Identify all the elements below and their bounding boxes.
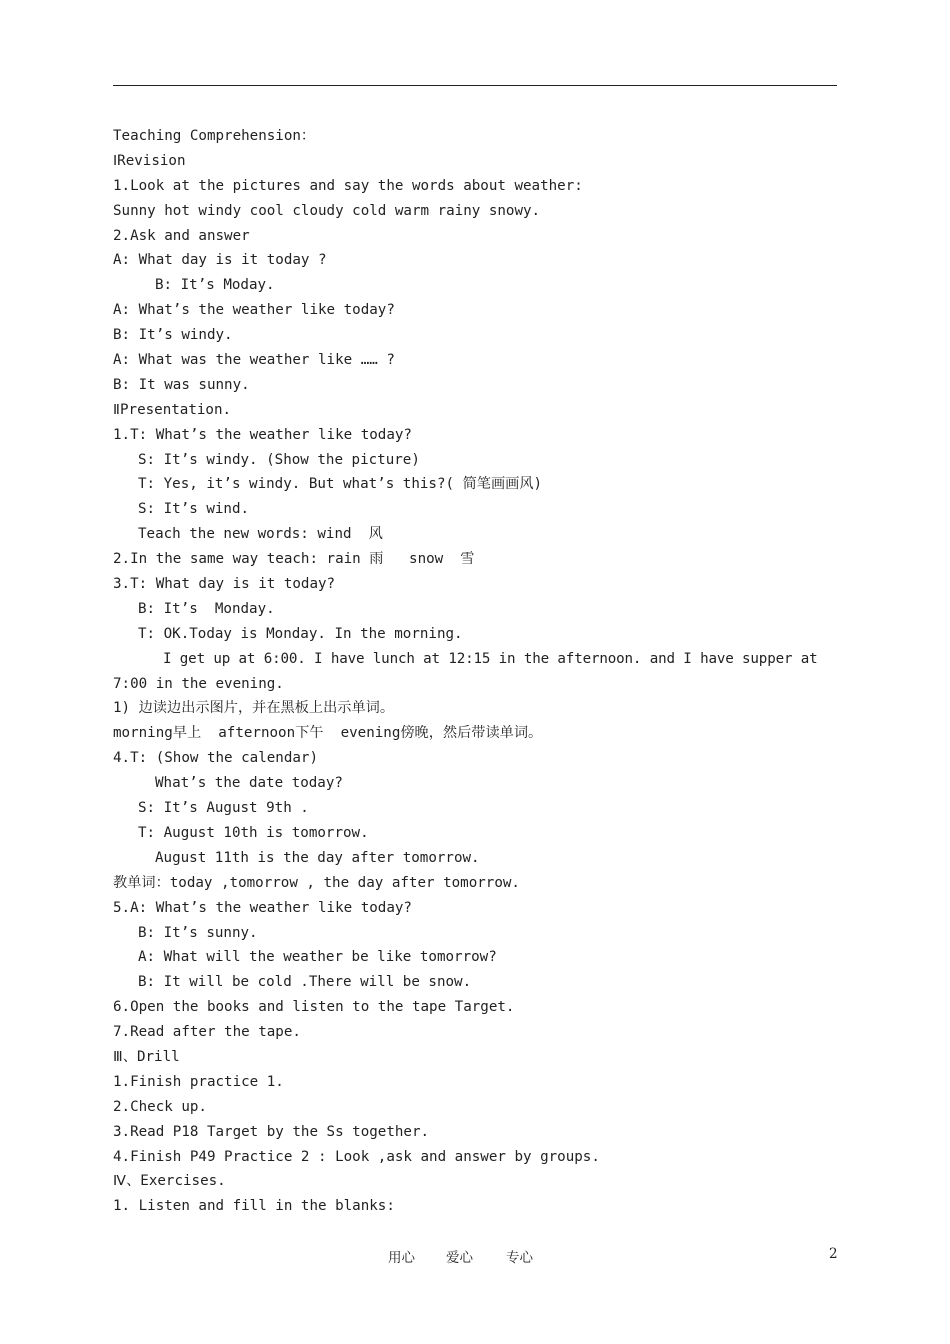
text-line: T: Yes, it’s windy. But what’s this?( 简笔画画风) bbox=[138, 476, 543, 493]
text-line: 7:00 in the evening. bbox=[113, 675, 284, 692]
footer-word: 用心 bbox=[388, 1250, 415, 1266]
text-line: 2.In the same way teach: rain 雨 snow 雪 bbox=[113, 551, 475, 568]
text-line: Ⅲ、Drill bbox=[113, 1048, 180, 1065]
text-line: 1.T: What’s the weather like today? bbox=[113, 426, 412, 443]
text-line: 4.T: (Show the calendar) bbox=[113, 750, 318, 767]
text-line: B: It’s windy. bbox=[113, 327, 233, 344]
text-line: A: What’s the weather like today? bbox=[113, 302, 395, 319]
text-line: What’s the date today? bbox=[155, 775, 343, 792]
text-line: 2.Check up. bbox=[113, 1098, 207, 1115]
text-line: A: What will the weather be like tomorrow? bbox=[138, 949, 497, 966]
text-line: B: It will be cold .There will be snow. bbox=[138, 974, 472, 991]
footer-word: 专心 bbox=[506, 1250, 533, 1266]
text-line: ⅡPresentation. bbox=[113, 401, 232, 418]
text-line: 1. Listen and fill in the blanks: bbox=[113, 1198, 395, 1215]
text-line: 1.Finish practice 1. bbox=[113, 1073, 284, 1090]
text-line: B: It’s Monday. bbox=[138, 600, 275, 617]
text-line: 教单词：today ,tomorrow , the day after tomorrow. bbox=[113, 874, 520, 891]
text-line: A: What day is it today ? bbox=[113, 252, 327, 269]
text-line: 3.T: What day is it today? bbox=[113, 576, 336, 593]
text-line: Teaching Comprehension： bbox=[113, 128, 316, 144]
text-line: T: August 10th is tomorrow. bbox=[138, 824, 369, 841]
text-line: August 11th is the day after tomorrow. bbox=[155, 849, 480, 866]
text-line: 4.Finish P49 Practice 2 : Look ,ask and answer by groups. bbox=[113, 1148, 600, 1165]
text-line: 3.Read P18 Target by the Ss together. bbox=[113, 1123, 430, 1140]
text-line: B: It’s sunny. bbox=[138, 924, 258, 941]
text-line: 2.Ask and answer bbox=[113, 227, 250, 244]
text-line: 5.A: What’s the weather like today? bbox=[113, 899, 412, 916]
text-line: ⅠRevision bbox=[113, 152, 186, 169]
text-line: S: It’s wind. bbox=[138, 501, 250, 518]
text-line: B: It was sunny. bbox=[113, 376, 250, 393]
text-line: T: OK.Today is Monday. In the morning. bbox=[138, 625, 463, 642]
text-line: morning早上 afternoon下午 evening傍晚，然后带读单词。 bbox=[113, 725, 543, 742]
text-line: 7.Read after the tape. bbox=[113, 1024, 301, 1041]
text-line: S: It’s windy. (Show the picture) bbox=[138, 451, 420, 468]
text-line: 6.Open the books and listen to the tape Target. bbox=[113, 999, 515, 1016]
text-line: Ⅳ、Exercises. bbox=[113, 1173, 226, 1190]
text-line: B: It’s Moday. bbox=[155, 277, 275, 294]
text-line: 1) 边读边出示图片，并在黑板上出示单词。 bbox=[113, 700, 395, 717]
text-line: A: What was the weather like …… ? bbox=[113, 352, 395, 369]
header-rule bbox=[113, 85, 837, 86]
text-line: 1.Look at the pictures and say the words about weather: bbox=[113, 177, 583, 194]
document-body bbox=[113, 124, 843, 1219]
page-number: 2 bbox=[829, 1246, 838, 1262]
text-line: I get up at 6:00. I have lunch at 12:15 in the afternoon. and I have supper at bbox=[163, 650, 818, 667]
footer-word: 爱心 bbox=[446, 1250, 473, 1266]
text-line: Teach the new words: wind 风 bbox=[138, 526, 383, 543]
text-line: Sunny hot windy cool cloudy cold warm rainy snowy. bbox=[113, 202, 541, 219]
text-line: S: It’s August 9th . bbox=[138, 800, 309, 817]
